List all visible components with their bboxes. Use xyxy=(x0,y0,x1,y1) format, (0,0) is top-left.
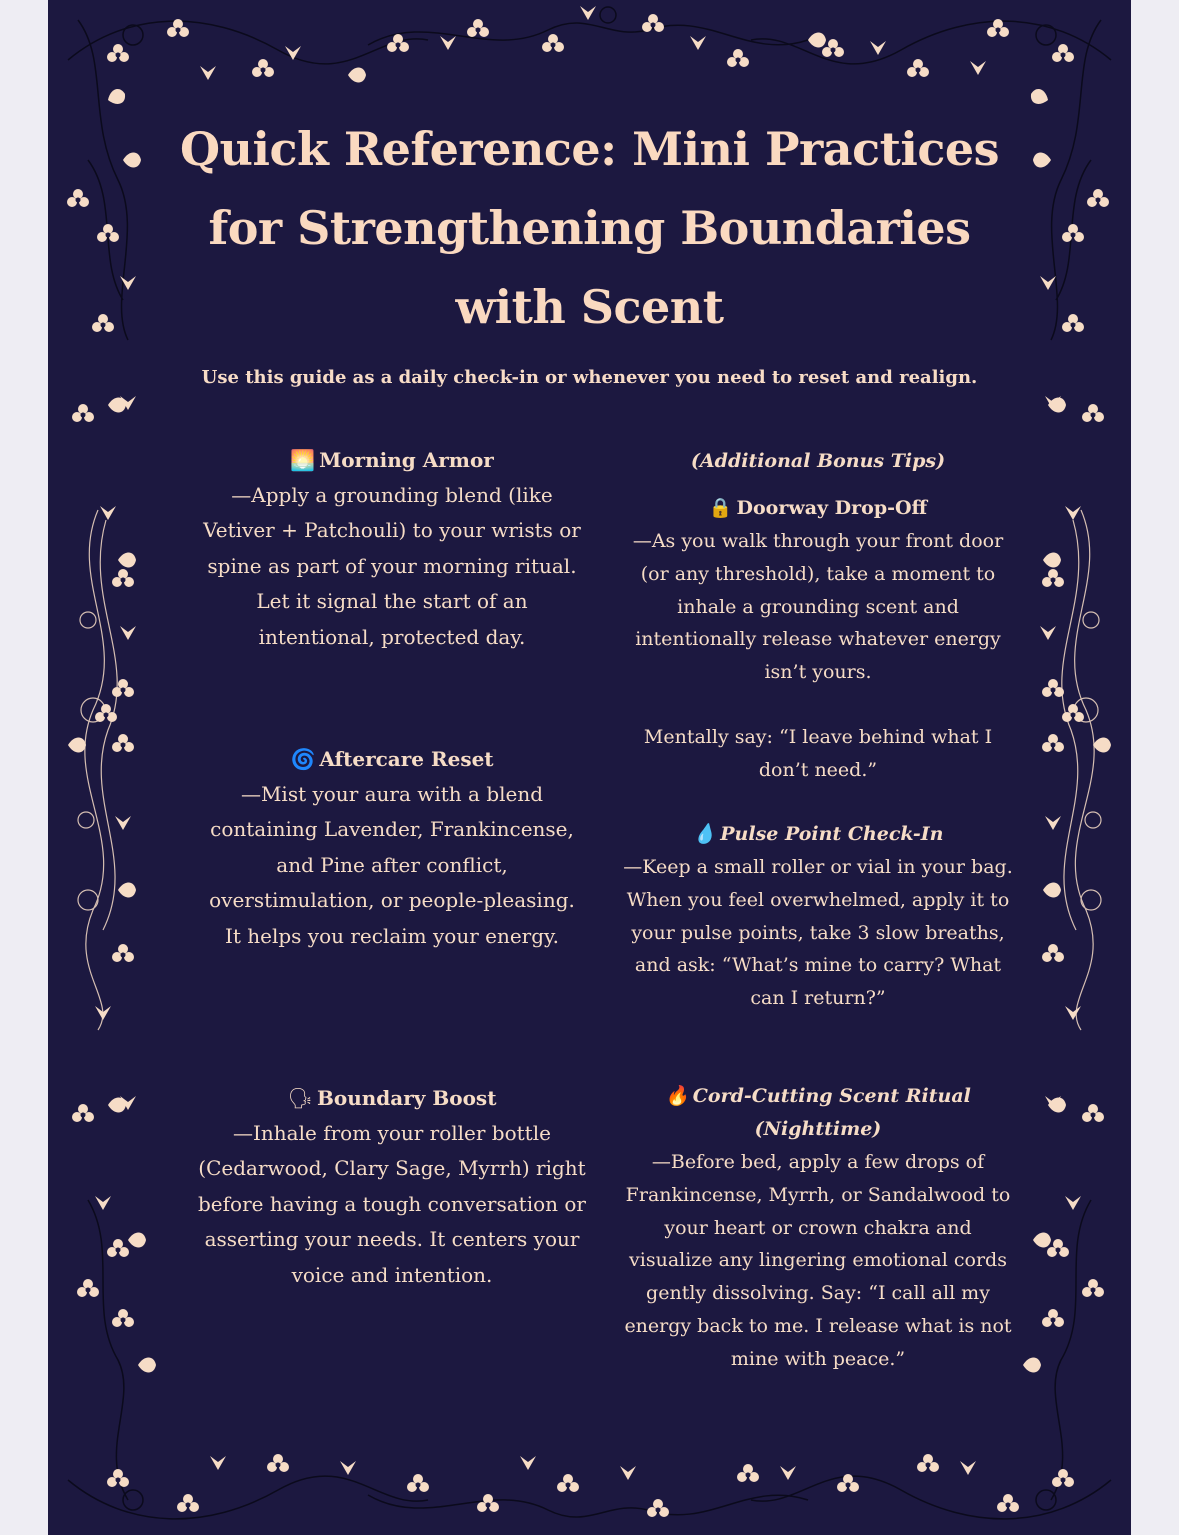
tip-pulse-point-check-in xyxy=(620,818,1016,1015)
tip-cord-cutting-ritual xyxy=(620,1080,1016,1376)
tip-body: —Keep a small roller or vial in your bag. When you feel overwhelmed, apply it to your pulse points, take 3 slow breaths, and ask: “What’s mine to carry? What can I return?” xyxy=(623,856,1013,1010)
droplet-icon: 💧 xyxy=(692,823,717,845)
tip-body: —Mist your aura with a blend containing Lavender, Frankincense, and Pine after conflict, overstimulation, or people-pleasing. It helps you reclaim your energy. xyxy=(209,782,575,948)
sunrise-icon: 🌅 xyxy=(290,448,316,472)
tip-title: Morning Armor xyxy=(319,448,494,472)
tip-boundary-boost xyxy=(198,1081,586,1293)
tip-title: Boundary Boost xyxy=(316,1086,497,1110)
bonus-tips-heading: (Additional Bonus Tips) xyxy=(690,450,946,472)
speaking-head-icon: 🗣 xyxy=(287,1086,313,1110)
tip-aftercare-reset xyxy=(198,742,586,954)
tip-heading xyxy=(620,1080,1016,1146)
tip-title: Cord-Cutting Scent Ritual (Nighttime) xyxy=(692,1085,971,1140)
tip-heading xyxy=(620,818,1016,851)
lock-icon: 🔒 xyxy=(708,497,733,519)
tip-heading xyxy=(198,742,586,777)
tip-body: —Inhale from your roller bottle (Cedarwood, Clary Sage, Myrrh) right before having a tough conversation or asserting your needs. It centers your voice and intention. xyxy=(198,1121,586,1287)
page-subtitle: Use this guide as a daily check-in or whenever you need to reset and realign. xyxy=(201,367,978,388)
tip-title: Doorway Drop-Off xyxy=(736,497,928,519)
tip-body: —As you walk through your front door (or any threshold), take a moment to inhale a grounding scent and intentionally release whatever energy isn’t yours. xyxy=(632,530,1004,684)
page-title: Quick Reference: Mini Practices for Strengthening Boundaries with Scent xyxy=(179,122,999,334)
tip-heading xyxy=(198,443,586,478)
tip-body: —Apply a grounding blend (like Vetiver + Patchouli) to your wrists or spine as part of your morning ritual. Let it signal the start of an intentional, protected day. xyxy=(203,483,581,649)
tip-body: —Before bed, apply a few drops of Frankincense, Myrrh, or Sandalwood to your heart or crown chakra and visualize any lingering emotional cords gently dissolving. Say: “I call all my energy back to me. I release what is not mine with peace.” xyxy=(624,1151,1012,1370)
tip-heading xyxy=(198,1081,586,1116)
guide-page xyxy=(48,0,1131,1535)
tip-affirmation: Mentally say: “I leave behind what I don’t need.” xyxy=(643,725,993,781)
tip-heading xyxy=(620,492,1016,525)
tip-title: Aftercare Reset xyxy=(319,747,494,771)
tip-morning-armor xyxy=(198,443,586,655)
cyclone-icon: 🌀 xyxy=(290,747,316,771)
fire-icon: 🔥 xyxy=(665,1085,689,1107)
tip-title: Pulse Point Check-In xyxy=(720,823,944,845)
tip-doorway-drop-off xyxy=(620,492,1016,787)
